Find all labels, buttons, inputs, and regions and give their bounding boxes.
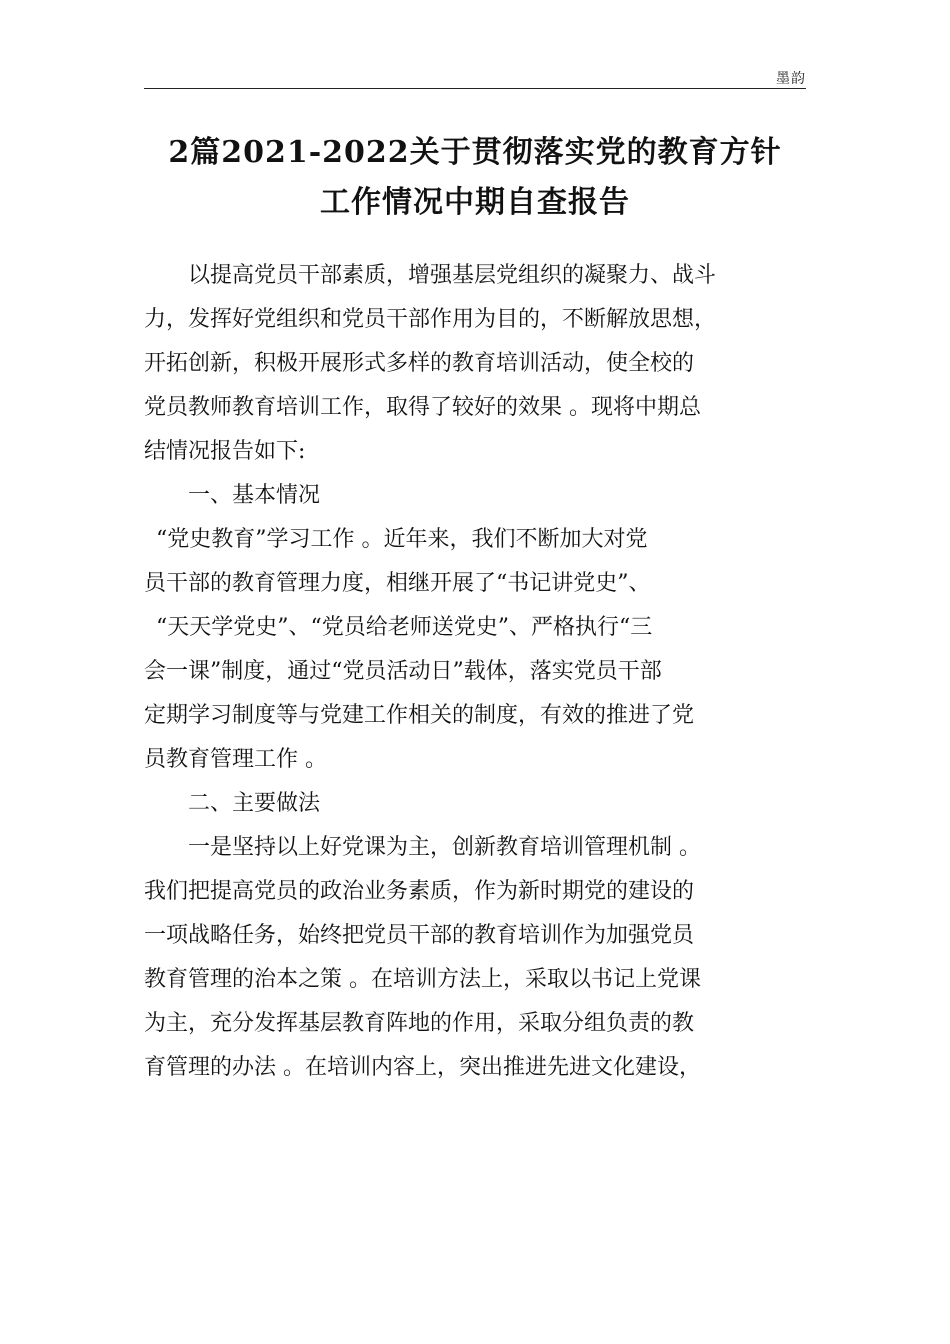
body-line: 定期学习制度等与党建工作相关的制度，有效的推进了党 bbox=[144, 703, 695, 728]
body-line: “天天学党史”、“党员给老师送党史”、严格执行“三 bbox=[156, 615, 653, 640]
body-line: 员教育管理工作 。 bbox=[144, 747, 327, 772]
title-line-1: 2篇2021-2022关于贯彻落实党的教育方针 bbox=[168, 135, 782, 170]
body-line: 一是坚持以上好党课为主，创新教育培训管理机制 。 bbox=[188, 835, 701, 860]
body-line: 以提高党员干部素质，增强基层党组织的凝聚力、战斗 bbox=[188, 263, 717, 288]
body-line: “党史教育”学习工作 。近年来，我们不断加大对党 bbox=[156, 527, 648, 552]
body-line: 一项战略任务，始终把党员干部的教育培训作为加强党员 bbox=[144, 923, 695, 948]
body-line: 开拓创新，积极开展形式多样的教育培训活动，使全校的 bbox=[144, 351, 695, 376]
section-heading-methods: 二、主要做法 bbox=[188, 791, 321, 816]
body-line: 育管理的办法 。在培训内容上，突出推进先进文化建设， bbox=[144, 1055, 701, 1080]
title-line-2: 工作情况中期自查报告 bbox=[320, 185, 630, 220]
header-watermark: 墨韵 bbox=[776, 71, 806, 87]
body-line: 员干部的教育管理力度，相继开展了“书记讲党史”、 bbox=[144, 571, 651, 596]
body-line: 会一课”制度，通过“党员活动日”载体，落实党员干部 bbox=[144, 659, 662, 684]
body-line: 教育管理的治本之策 。在培训方法上，采取以书记上党课 bbox=[144, 967, 701, 992]
document-body bbox=[144, 254, 810, 1090]
body-line: 党员教师教育培训工作，取得了较好的效果 。现将中期总 bbox=[144, 395, 701, 420]
body-line: 我们把提高党员的政治业务素质，作为新时期党的建设的 bbox=[144, 879, 695, 904]
section-heading-basic: 一、基本情况 bbox=[188, 483, 321, 508]
body-line: 力，发挥好党组织和党员干部作用为目的，不断解放思想， bbox=[144, 307, 717, 332]
body-line: 为主，充分发挥基层教育阵地的作用，采取分组负责的教 bbox=[144, 1011, 695, 1036]
body-line: 结情况报告如下: bbox=[144, 439, 306, 464]
header-rule bbox=[144, 88, 806, 89]
document-title bbox=[144, 128, 806, 228]
